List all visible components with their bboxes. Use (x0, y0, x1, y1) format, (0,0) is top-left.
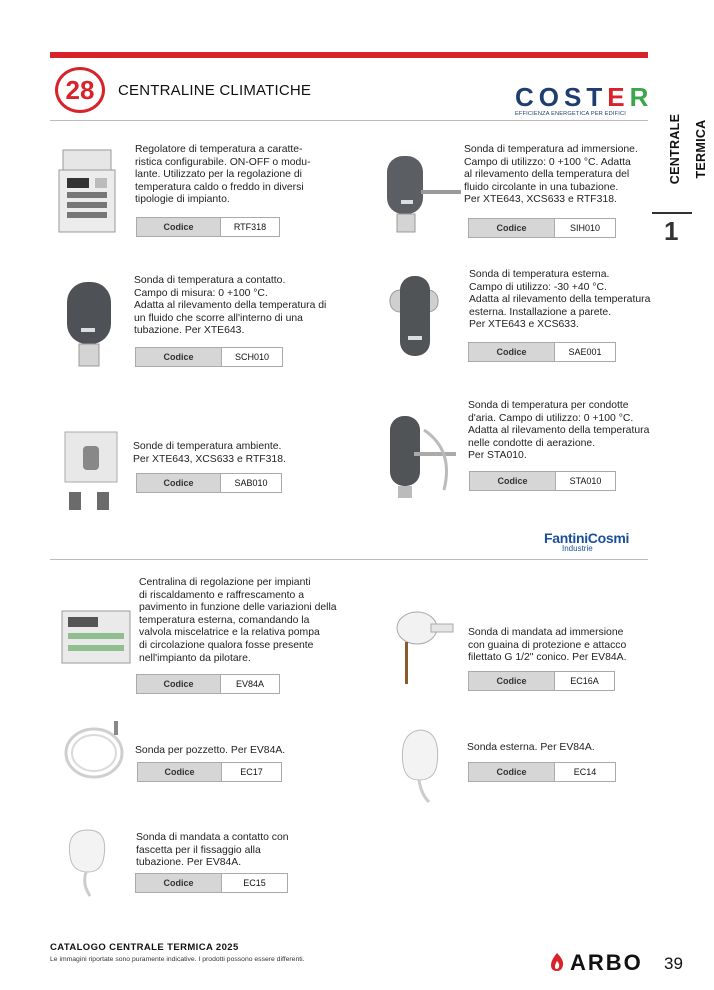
product-image-sta010 (384, 410, 459, 502)
product-code-ec15: Codice EC15 (135, 873, 288, 893)
product-description-ec15: Sonda di mandata a contatto con fascetta per il fissaggio alla tubazione. Per EV84A. (136, 832, 289, 869)
product-description-sta010: Sonda di temperatura per condotte d'aria. Campo di utilizzo: 0 +100 °C. Adatta al rilevamento della temperatura nelle condotte di aerazione. Per STA010. (468, 400, 650, 462)
product-code-ec14: Codice EC14 (468, 762, 616, 782)
footer-disclaimer: Le immagini riportate sono puramente indicative. I prodotti possono essere differenti. (50, 956, 305, 963)
footer-catalog-title: CATALOGO CENTRALE TERMICA 2025 (50, 942, 239, 953)
product-code-sae001: Codice SAE001 (468, 342, 616, 362)
coster-logo: COSTER EFFICIENZA ENERGETICA PER EDIFICI (515, 82, 654, 117)
product-code-rtf318: Codice RTF318 (136, 217, 280, 237)
product-image-sih010 (385, 150, 460, 240)
product-image-ec14 (395, 728, 445, 804)
section-divider (50, 559, 648, 560)
product-image-ec16a (395, 608, 460, 688)
product-code-sch010: Codice SCH010 (135, 347, 283, 367)
side-chapter-rule (652, 212, 692, 214)
side-chapter-number: 1 (664, 216, 679, 246)
coster-tagline: EFFICIENZA ENERGETICA PER EDIFICI (515, 111, 627, 117)
product-description-ev84a: Centralina di regolazione per impianti di riscaldamento e raffrescamento a pavimento in funzione delle variazioni della temperatura esterna, comandando la valvola miscelatrice e la relativa pompa di circolazione qualora fosse presente nell'impianto da pilotare. (139, 577, 337, 664)
product-image-sab010 (65, 432, 120, 514)
section-title: CENTRALINE CLIMATICHE (118, 82, 312, 99)
top-accent-bar (50, 52, 648, 58)
product-image-sch010 (65, 278, 115, 370)
header-divider (50, 120, 648, 121)
fantini-cosmi-sub: Industrie (562, 544, 593, 553)
product-code-ec16a: Codice EC16A (468, 671, 615, 691)
product-image-ec17 (60, 715, 130, 785)
product-description-ec16a: Sonda di mandata ad immersione con guaina di protezione e attacco filettato G 1/2" conico. Per EV84A. (468, 627, 627, 664)
product-image-ec15 (64, 826, 114, 898)
arbo-logo: ARBO (570, 950, 643, 975)
product-image-rtf318 (55, 150, 125, 240)
product-code-sta010: Codice STA010 (469, 471, 616, 491)
product-image-sae001 (390, 272, 450, 364)
product-description-sih010: Sonda di temperatura ad immersione. Campo di utilizzo: 0 +100 °C. Adatta al rilevamento della temperatura del fluido circolante in una tubazione. Per XTE643, XCS633 e RTF318. (464, 144, 638, 206)
side-chapter-label: CENTRALE TERMICA (668, 113, 708, 185)
product-description-sab010: Sonde di temperatura ambiente. Per XTE643, XCS633 e RTF318. (133, 441, 286, 465)
product-code-ev84a: Codice EV84A (136, 674, 280, 694)
product-description-ec17: Sonda per pozzetto. Per EV84A. (135, 745, 286, 756)
product-description-rtf318: Regolatore di temperatura a caratte- ristica configurabile. ON-OFF o modu- lante. Utilizzato per la regolazione di temperatura caldo o freddo in diversi tipologie di impianto. (135, 144, 311, 206)
product-code-ec17: Codice EC17 (137, 762, 282, 782)
product-image-ev84a (60, 605, 132, 667)
product-description-ec14: Sonda esterna. Per EV84A. (467, 742, 595, 753)
product-description-sae001: Sonda di temperatura esterna. Campo di utilizzo: -30 +40 °C. Adatta al rilevamento della temperatura esterna. Installazione a parete. Per XTE643 e XCS633. (469, 269, 651, 331)
arbo-flame-icon (548, 952, 566, 972)
product-code-sab010: Codice SAB010 (136, 473, 282, 493)
page-number: 39 (664, 954, 683, 973)
product-code-sih010: Codice SIH010 (468, 218, 616, 238)
section-number-badge: 28 (55, 67, 105, 113)
fantini-cosmi-logo: FantiniCosmi Industrie (544, 530, 640, 560)
product-description-sch010: Sonda di temperatura a contatto. Campo di misura: 0 +100 °C. Adatta al rilevamento della temperatura di un fluido che scorre all'interno di una tubazione. Per XTE643. (134, 275, 327, 337)
